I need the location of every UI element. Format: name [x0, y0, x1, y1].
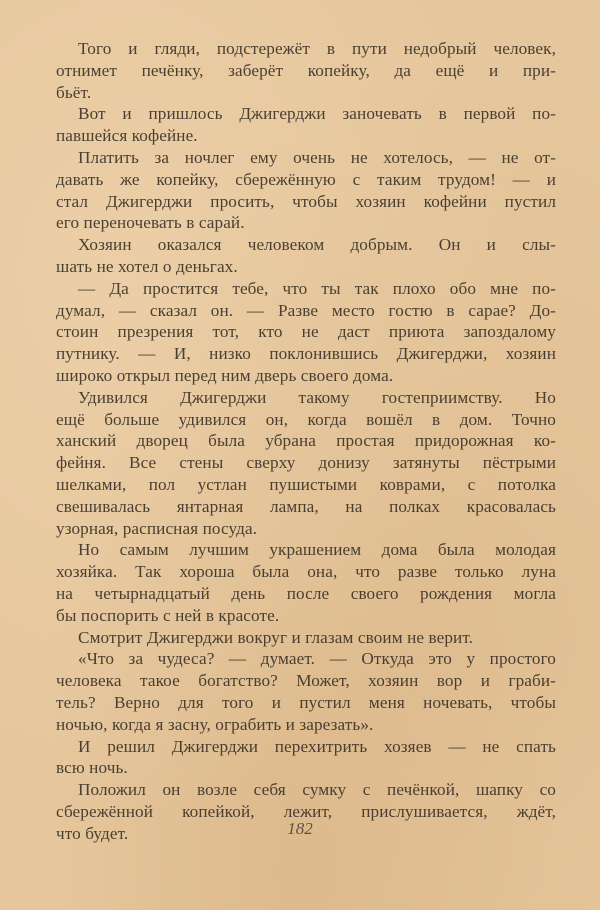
- text-line: узорная, расписная посуда.: [56, 518, 258, 538]
- text-line: павшейся кофейне.: [56, 126, 198, 146]
- text-line: ещё больше удивился он, когда вошёл в дом. Точно: [56, 409, 556, 429]
- paragraph: [56, 648, 556, 735]
- text-line: И решил Джигерджи перехитрить хозяев — не спать: [78, 736, 556, 756]
- text-line: — Да простится тебе, что ты так плохо обо мне по-: [78, 278, 556, 298]
- text-line: стал Джигерджи просить, чтобы хозяин кофейни пустил: [56, 191, 556, 211]
- text-line: сбережённой копейкой, лежит, прислушивается, ждёт,: [56, 801, 556, 821]
- text-line: его переночевать в сарай.: [56, 213, 245, 233]
- text-line: «Что за чудеса? — думает. — Откуда это у простого: [78, 649, 556, 669]
- paragraph: [56, 539, 556, 626]
- paragraph: [56, 234, 556, 278]
- text-line: на четырнадцатый день после своего рождения могла: [56, 583, 556, 603]
- paragraph: [56, 103, 556, 147]
- paragraph: [56, 627, 556, 649]
- text-line: стоин презрения тот, кто не даст приюта запоздалому: [56, 322, 556, 342]
- text-line: всю ночь.: [56, 758, 128, 778]
- text-line: отнимет печёнку, заберёт копейку, да ещё и при-: [56, 60, 556, 80]
- text-line: широко открыл перед ним дверь своего дома.: [56, 365, 394, 385]
- text-line: путнику. — И, низко поклонившись Джигерджи, хозяин: [56, 344, 556, 364]
- text-line: Удивился Джигерджи такому гостеприимству. Но: [78, 387, 556, 407]
- text-line: Платить за ночлег ему очень не хотелось, — не от-: [78, 147, 556, 167]
- text-line: тель? Верно для того и пустил меня ночевать, чтобы: [56, 692, 556, 712]
- text-line: давать же копейку, сбережённую с таким трудом! — и: [56, 169, 556, 189]
- paragraph: [56, 387, 556, 540]
- text-line: фейня. Все стены сверху донизу затянуты пёстрыми: [56, 453, 556, 473]
- text-line: шелками, пол устлан пушистыми коврами, с потолка: [56, 474, 556, 494]
- paragraph: [56, 38, 556, 103]
- text-line: бьёт.: [56, 82, 92, 102]
- page-body-text: [56, 38, 556, 844]
- page-number: 182: [287, 819, 313, 838]
- text-line: бы поспорить с ней в красоте.: [56, 605, 280, 625]
- text-line: человека такое богатство? Может, хозяин вор и граби-: [56, 671, 556, 691]
- text-line: шать не хотел о деньгах.: [56, 256, 238, 276]
- text-line: Положил он возле себя сумку с печёнкой, шапку со: [78, 780, 556, 800]
- paragraph: [56, 736, 556, 780]
- text-line: свешивалась янтарная лампа, на полках красовалась: [56, 496, 556, 516]
- paragraph: [56, 278, 556, 387]
- text-line: ханский дворец была убрана простая придорожная ко-: [56, 431, 556, 451]
- paragraph: [56, 147, 556, 234]
- text-line: Того и гляди, подстережёт в пути недобрый человек,: [78, 39, 556, 58]
- text-line: ночью, когда я засну, ограбить и зарезать».: [56, 714, 374, 734]
- text-line: думал, — сказал он. — Разве место гостю в сарае? До-: [56, 300, 556, 320]
- text-line: что будет.: [56, 823, 129, 843]
- text-line: Но самым лучшим украшением дома была молодая: [78, 540, 556, 560]
- text-line: Вот и пришлось Джигерджи заночевать в первой по-: [78, 104, 556, 124]
- text-line: Хозяин оказался человеком добрым. Он и слы-: [78, 235, 556, 255]
- text-line: хозяйка. Так хороша была она, что разве только луна: [56, 562, 556, 582]
- text-line: Смотрит Джигерджи вокруг и глазам своим не верит.: [78, 627, 474, 647]
